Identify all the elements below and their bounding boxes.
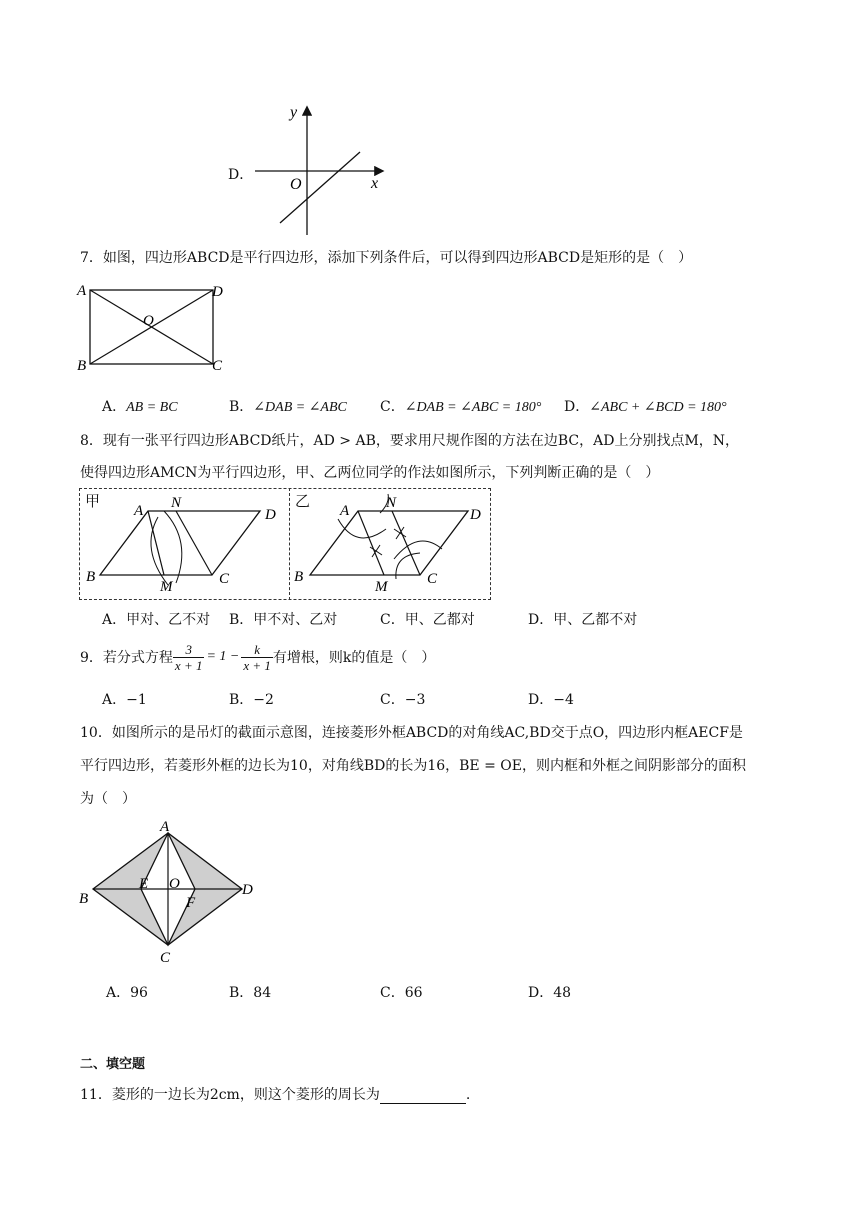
- svg-text:E: E: [139, 876, 149, 892]
- q10-option-c[interactable]: C．66: [380, 985, 423, 1001]
- q8-option-d[interactable]: D．甲、乙都不对: [528, 612, 638, 628]
- y-axis-label: y: [290, 104, 298, 121]
- q8-option-c[interactable]: C．甲、乙都对: [380, 612, 475, 628]
- q6-linear-graph: [250, 100, 390, 240]
- q7-option-c[interactable]: C．∠DAB = ∠ABC = 180°: [380, 399, 542, 415]
- q9-stem: [80, 640, 435, 674]
- q10-option-b[interactable]: B．84: [229, 985, 272, 1001]
- q10-stem-line3: 为（ ）: [80, 791, 136, 807]
- svg-text:M: M: [160, 579, 173, 595]
- q7-option-d[interactable]: D．∠ABC + ∠BCD = 180°: [564, 399, 727, 415]
- svg-text:D: D: [470, 507, 481, 523]
- q10-chandelier-figure: [76, 815, 266, 965]
- q7-stem: 7．如图，四边形ABCD是平行四边形，添加下列条件后，可以得到四边形ABCD是矩形的是（ ）: [80, 250, 693, 266]
- q11-stem: [80, 1084, 470, 1104]
- svg-text:B: B: [79, 891, 89, 907]
- q9-option-d[interactable]: D．−4: [528, 692, 574, 708]
- q9-option-b[interactable]: B．−2: [229, 692, 274, 708]
- q9-option-a[interactable]: A．−1: [102, 692, 147, 708]
- origin-label: O: [290, 176, 302, 193]
- svg-text:F: F: [186, 895, 196, 911]
- q7-rectangle-figure: [76, 282, 236, 374]
- q8-figure-yi: [290, 489, 488, 597]
- point-a-label: A: [77, 283, 87, 299]
- point-b-label: B: [77, 358, 87, 374]
- q9-stem-suffix: 有增根，则k的值是（ ）: [272, 650, 436, 666]
- point-c-label: C: [212, 358, 223, 374]
- point-d-label: D: [212, 284, 223, 300]
- section-title-fill-in: 二、填空题: [80, 1057, 146, 1072]
- q8-stem-line2: 使得四边形AMCN为平行四边形，甲、乙两位同学的作法如图所示，下列判断正确的是（ ）: [80, 465, 660, 481]
- q11-end: .: [465, 1087, 471, 1103]
- svg-text:D: D: [265, 507, 276, 523]
- svg-text:C: C: [427, 571, 438, 587]
- svg-text:M: M: [375, 579, 388, 595]
- svg-text:D: D: [242, 882, 253, 898]
- q9-fraction-2: $\frac{k}{x + 1}$: [243, 641, 271, 673]
- svg-text:O: O: [169, 876, 180, 892]
- q8-panel-right-title: 乙: [295, 492, 311, 510]
- q6-option-d-label: D．: [228, 167, 254, 183]
- svg-text:C: C: [219, 571, 230, 587]
- svg-text:B: B: [86, 569, 96, 585]
- q9-equals: = 1 −: [206, 649, 240, 664]
- x-axis-label: x: [371, 175, 379, 192]
- svg-text:A: A: [160, 819, 170, 835]
- q11-stem-text: 11．菱形的一边长为2cm，则这个菱形的周长为: [80, 1087, 380, 1103]
- q8-option-a[interactable]: A．甲对、乙不对: [102, 612, 211, 628]
- q9-fraction-1: $\frac{3}{x + 1}$: [174, 641, 203, 673]
- q8-panel-left-title: 甲: [85, 492, 101, 510]
- q9-option-c[interactable]: C．−3: [380, 692, 426, 708]
- svg-text:C: C: [160, 950, 171, 965]
- svg-text:B: B: [294, 569, 304, 585]
- q7-option-a[interactable]: A．AB = BC: [102, 399, 178, 415]
- q10-stem-line1: 10．如图所示的是吊灯的截面示意图，连接菱形外框ABCD的对角线AC,BD交于点O，四边形内框AECF是: [80, 725, 743, 741]
- q10-option-a[interactable]: A．96: [106, 985, 148, 1001]
- q10-stem-line2: 平行四边形，若菱形外框的边长为10，对角线BD的长为16，BE = OE，则内框和外框之间阴影部分的面积: [80, 758, 746, 774]
- svg-text:N: N: [171, 495, 182, 511]
- q8-option-b[interactable]: B．甲不对、乙对: [229, 612, 338, 628]
- svg-text:N: N: [386, 495, 397, 511]
- q9-stem-prefix: 9．若分式方程: [80, 650, 173, 666]
- svg-text:A: A: [340, 503, 350, 519]
- q8-figure-jia: [80, 489, 288, 597]
- q7-option-b[interactable]: B．∠DAB = ∠ABC: [229, 399, 347, 415]
- q10-option-d[interactable]: D．48: [528, 985, 572, 1001]
- q11-answer-blank[interactable]: [380, 1089, 466, 1104]
- q8-stem-line1: 8．现有一张平行四边形ABCD纸片，AD > AB，要求用尺规作图的方法在边BC，AD上分别找点M，N，: [80, 433, 740, 449]
- svg-text:A: A: [134, 503, 144, 519]
- point-o-label: O: [143, 313, 154, 329]
